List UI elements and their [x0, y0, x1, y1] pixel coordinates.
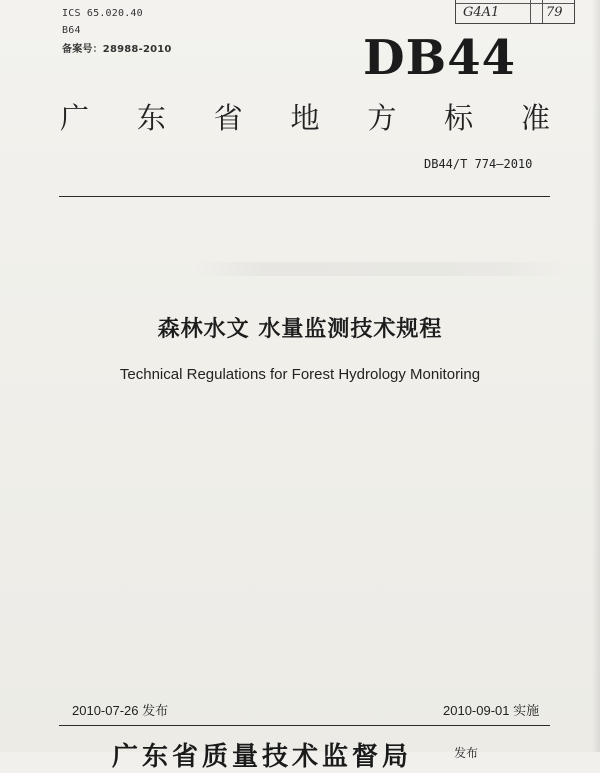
issuing-authority: 广东省质量技术监督局 — [112, 742, 413, 772]
issuer-suffix: 发布 — [454, 746, 479, 760]
heading-char: 省 — [213, 101, 243, 135]
standard-number: DB44/T 774—2010 — [424, 157, 533, 171]
heading-char: 方 — [367, 101, 397, 135]
title-chinese: 森林水文 水量监测技术规程 — [157, 317, 443, 342]
heading-char: 标 — [444, 101, 474, 135]
stamp-number: 79 — [546, 5, 563, 20]
implementation-date: 2010-09-01 实施 — [443, 703, 540, 718]
category-code: B64 — [62, 25, 81, 36]
heading-char: 东 — [136, 101, 166, 135]
filing-number: 备案号：28988-2010 — [62, 44, 172, 55]
page-edge-shadow — [592, 0, 600, 752]
scan-artifact — [190, 262, 570, 276]
bottom-divider — [59, 725, 550, 726]
heading-char: 广 — [60, 101, 90, 135]
stamp-code: G4A1 — [463, 5, 500, 20]
title-english: Technical Regulations for Forest Hydrology Monitoring — [119, 366, 481, 383]
standard-type-heading — [60, 96, 550, 137]
standard-logo-code: DB44 — [363, 30, 516, 86]
heading-char: 准 — [520, 101, 550, 135]
top-divider — [59, 196, 550, 197]
ics-code: ICS 65.020.40 — [62, 8, 143, 19]
issue-date: 2010-07-26 发布 — [72, 703, 169, 718]
heading-char: 地 — [290, 101, 320, 135]
